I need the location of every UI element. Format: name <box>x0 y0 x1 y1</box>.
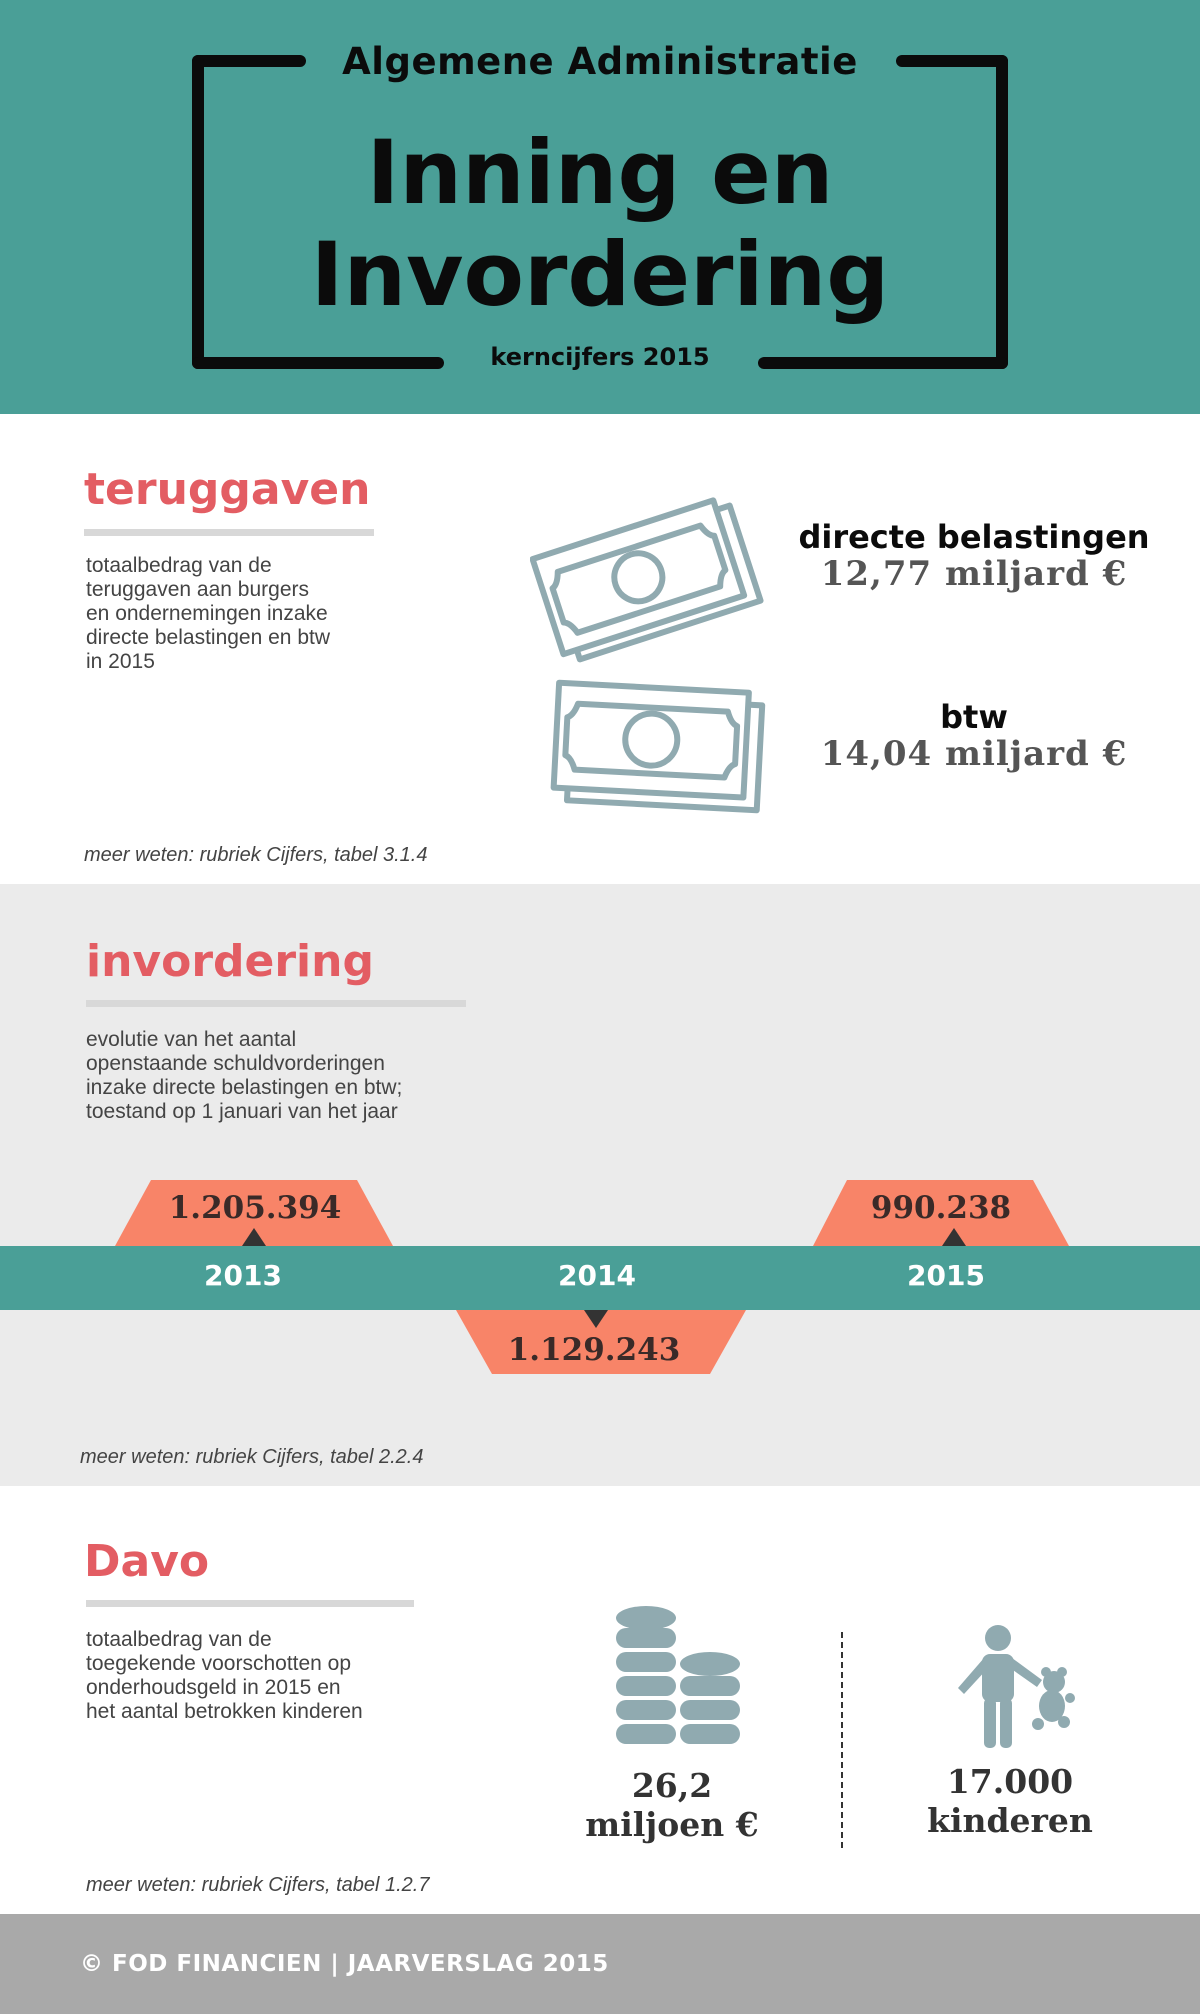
header-title-line1: Inning en <box>366 121 834 224</box>
davo-amount-value: 26,2 miljoen € <box>585 1766 759 1844</box>
stat-label-directe-belastingen: directe belastingen <box>798 518 1150 556</box>
section-title: invordering <box>86 936 374 987</box>
more-info-link[interactable]: meer weten: rubriek Cijfers, tabel 2.2.4 <box>80 1446 424 1468</box>
stat-label-btw: btw <box>940 698 1008 736</box>
banknotes-icon <box>548 670 768 820</box>
section-description: evolutie van het aantal openstaande schuldvorderingen inzake directe belastingen en btw; toestand op 1 januari van het jaar <box>86 1028 403 1123</box>
stat-value-btw: 14,04 miljard € <box>820 734 1128 774</box>
header-title <box>0 122 1200 326</box>
value-label-2014: 1.129.243 <box>507 1332 681 1368</box>
title-underline <box>84 529 374 536</box>
header-banner <box>0 0 1200 414</box>
footer-copyright: © FOD FINANCIEN | JAARVERSLAG 2015 <box>80 1951 609 1977</box>
banknotes-icon <box>530 494 770 674</box>
davo-children-value: 17.000 kinderen <box>927 1762 1093 1840</box>
footer <box>0 1914 1200 2014</box>
timeline-year-2014: 2014 <box>558 1259 636 1292</box>
section-divider <box>841 1632 843 1848</box>
section-title: Davo <box>84 1536 210 1587</box>
timeline-year-2013: 2013 <box>204 1259 282 1292</box>
section-davo <box>0 1486 1200 1914</box>
section-description: totaalbedrag van de toegekende voorschotten op onderhoudsgeld in 2015 en het aantal betrokken kinderen <box>86 1628 363 1723</box>
child-with-teddy-icon <box>954 1624 1080 1750</box>
more-info-link[interactable]: meer weten: rubriek Cijfers, tabel 1.2.7 <box>86 1874 430 1896</box>
more-info-link[interactable]: meer weten: rubriek Cijfers, tabel 3.1.4 <box>84 844 428 866</box>
stat-value-directe-belastingen: 12,77 miljard € <box>820 554 1128 594</box>
section-teruggaven <box>0 414 1200 884</box>
value-label-2015: 990.238 <box>870 1190 1012 1226</box>
value-label-2013: 1.205.394 <box>168 1190 342 1226</box>
header-subtitle: Algemene Administratie <box>342 40 858 83</box>
section-description: totaalbedrag van de teruggaven aan burgers en ondernemingen inzake directe belastingen en btw in 2015 <box>86 554 330 673</box>
section-invordering <box>0 884 1200 1486</box>
coin-stacks-icon <box>610 1602 750 1748</box>
title-underline <box>86 1600 414 1607</box>
header-tagline: kerncijfers 2015 <box>490 343 710 371</box>
timeline-year-2015: 2015 <box>907 1259 985 1292</box>
title-underline <box>86 1000 466 1007</box>
section-title: teruggaven <box>84 464 371 515</box>
header-title-line2: Invordering <box>310 223 890 326</box>
